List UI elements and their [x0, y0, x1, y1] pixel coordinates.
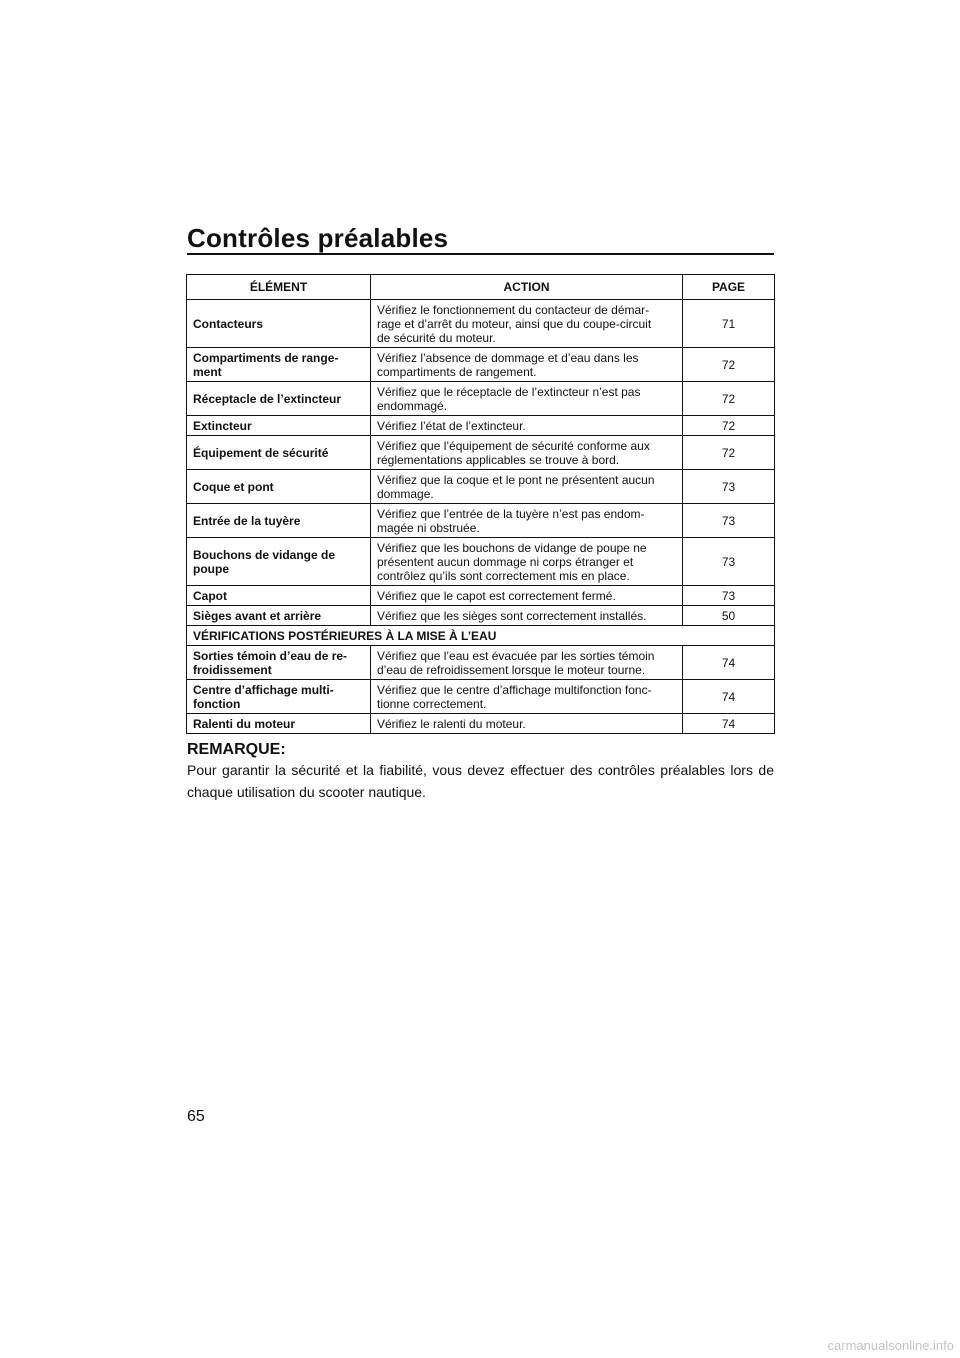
cell-page: 73	[683, 538, 775, 586]
cell-element: Capot	[187, 586, 371, 606]
cell-page: 74	[683, 646, 775, 680]
table-row	[187, 714, 775, 734]
table-row	[187, 606, 775, 626]
table-row	[187, 504, 775, 538]
cell-action: Vérifiez que le réceptacle de l’extincteur n’est pas endommagé.	[371, 382, 683, 416]
cell-action: Vérifiez que l’équipement de sécurité conforme aux réglementations applicables se trouve à bord.	[371, 436, 683, 470]
page-title: Contrôles préalables	[187, 223, 449, 253]
cell-element: Réceptacle de l’extincteur	[187, 382, 371, 416]
table-row	[187, 348, 775, 382]
cell-element: Entrée de la tuyère	[187, 504, 371, 538]
table-header-row	[187, 275, 775, 300]
watermark: carmanualsonline.info	[827, 1338, 954, 1353]
cell-action: Vérifiez que l’entrée de la tuyère n’est pas endom- magée ni obstruée.	[371, 504, 683, 538]
cell-action: Vérifiez que le capot est correctement fermé.	[371, 586, 683, 606]
cell-action: Vérifiez que l’eau est évacuée par les sorties témoin d’eau de refroidissement lorsque le moteur tourne.	[371, 646, 683, 680]
table-row	[187, 538, 775, 586]
cell-element: Sorties témoin d’eau de re- froidissement	[187, 646, 371, 680]
cell-action: Vérifiez l’absence de dommage et d’eau dans les compartiments de rangement.	[371, 348, 683, 382]
cell-action: Vérifiez que la coque et le pont ne présentent aucun dommage.	[371, 470, 683, 504]
header-page: PAGE	[683, 275, 775, 300]
cell-page: 73	[683, 586, 775, 606]
cell-element: Sièges avant et arrière	[187, 606, 371, 626]
cell-element: Équipement de sécurité	[187, 436, 371, 470]
table-row	[187, 416, 775, 436]
cell-page: 74	[683, 680, 775, 714]
checklist-body	[187, 300, 775, 734]
cell-page: 73	[683, 504, 775, 538]
cell-page: 72	[683, 416, 775, 436]
title-rule	[187, 253, 774, 255]
cell-page: 74	[683, 714, 775, 734]
cell-element: Compartiments de range- ment	[187, 348, 371, 382]
cell-element: Bouchons de vidange de poupe	[187, 538, 371, 586]
cell-page: 71	[683, 300, 775, 348]
table-row	[187, 680, 775, 714]
remark-heading: REMARQUE:	[187, 741, 286, 758]
cell-page: 50	[683, 606, 775, 626]
header-element: ÉLÉMENT	[187, 275, 371, 300]
section-row	[187, 626, 775, 646]
cell-page: 72	[683, 348, 775, 382]
cell-action: Vérifiez le ralenti du moteur.	[371, 714, 683, 734]
cell-page: 72	[683, 382, 775, 416]
cell-action: Vérifiez l’état de l’extincteur.	[371, 416, 683, 436]
cell-element: Contacteurs	[187, 300, 371, 348]
cell-page: 72	[683, 436, 775, 470]
table-row	[187, 382, 775, 416]
table-row	[187, 436, 775, 470]
remark-text: Pour garantir la sécurité et la fiabilité, vous devez effectuer des contrôles préalables lors de chaque utilisation du scooter nautique.	[187, 762, 774, 800]
cell-element: Extincteur	[187, 416, 371, 436]
cell-element: Ralenti du moteur	[187, 714, 371, 734]
cell-element: Centre d’affichage multi- fonction	[187, 680, 371, 714]
cell-action: Vérifiez le fonctionnement du contacteur de démar- rage et d’arrêt du moteur, ainsi que du coupe-circuit de sécurité du moteur.	[371, 300, 683, 348]
table-row	[187, 586, 775, 606]
table-row	[187, 646, 775, 680]
page-number: 65	[187, 1108, 205, 1125]
table-row	[187, 300, 775, 348]
cell-element: Coque et pont	[187, 470, 371, 504]
cell-action: Vérifiez que les bouchons de vidange de poupe ne présentent aucun dommage ni corps étranger et contrôlez qu’ils sont correctement mis en place.	[371, 538, 683, 586]
cell-page: 73	[683, 470, 775, 504]
cell-action: Vérifiez que le centre d’affichage multifonction fonc- tionne correctement.	[371, 680, 683, 714]
header-action: ACTION	[371, 275, 683, 300]
section-heading: VÉRIFICATIONS POSTÉRIEURES À LA MISE À L’EAU	[187, 626, 775, 646]
table-row	[187, 470, 775, 504]
pre-operation-checklist-table	[186, 274, 775, 734]
cell-action: Vérifiez que les sièges sont correctement installés.	[371, 606, 683, 626]
